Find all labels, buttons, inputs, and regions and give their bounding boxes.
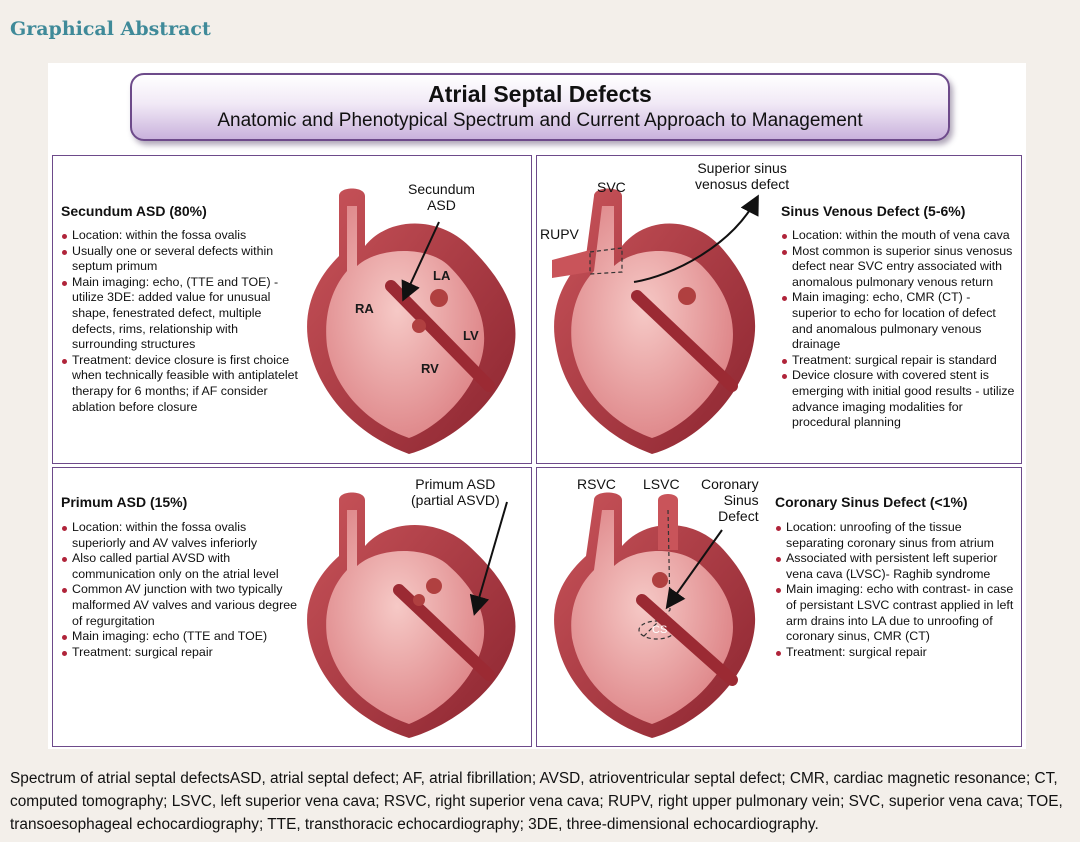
rupv-label: RUPV [540,226,579,242]
bullet-list [781,228,1017,431]
bullet-item: Device closure with covered stent is emerging with initial good results - utilize advance imaging modalities for procedural planning [781,368,1017,430]
bullet-item: Treatment: surgical repair is standard [781,353,1017,369]
panel-primum [52,467,532,747]
bullet-list [61,520,301,660]
panel-title: Secundum ASD (80%) [61,203,207,219]
bullet-item: Treatment: device closure is first choice when technically feasible with antiplatelet therapy for 6 months; if AF consider ablation before closure [61,353,301,415]
bullet-item: Main imaging: echo, (TTE and TOE) - utilize 3DE: added value for unusual shape, fenestrated defect, multiple defects, rims, relationship with surrounding structures [61,275,301,353]
banner-title: Atrial Septal Defects [428,81,652,107]
label-line: Superior sinus [697,160,787,176]
chamber-ra: RA [355,301,374,316]
bullet-item: Main imaging: echo, CMR (CT) - superior to echo for location of defect and anomalous pulmonary venous drainage [781,290,1017,352]
bullet-list [775,520,1015,660]
panel-title: Sinus Venous Defect (5-6%) [781,203,966,219]
heart-illustration [299,490,529,742]
chamber-lv: LV [463,328,479,343]
defect-label [695,160,789,192]
panel-sinus-venosus [536,155,1022,464]
label-line: Defect [718,508,759,524]
label-line: Coronary [701,476,759,492]
chamber-rv: RV [421,361,439,376]
label-line: Sinus [723,492,759,508]
lsvc-label: LSVC [643,476,680,492]
bullet-item: Main imaging: echo (TTE and TOE) [61,629,301,645]
bullet-item: Location: within the fossa ovalis [61,228,301,244]
defect-label [408,181,475,213]
cs-label: CS [652,624,668,636]
panel-title: Coronary Sinus Defect (<1%) [775,494,968,510]
bullet-list [61,228,301,415]
bullet-item: Treatment: surgical repair [61,645,301,661]
label-line: venosus defect [695,176,790,192]
label-line: ASD [427,197,456,213]
banner [130,73,950,141]
banner-subtitle: Anatomic and Phenotypical Spectrum and Current Approach to Management [217,110,863,131]
defect-label [701,476,759,524]
bullet-item: Treatment: surgical repair [775,645,1015,661]
bullet-item: Location: unroofing of the tissue separating coronary sinus from atrium [775,520,1015,551]
graphical-abstract-title: Graphical Abstract [10,18,211,40]
bullet-item: Most common is superior sinus venosus defect near SVC entry associated with anomalous pulmonary venous return [781,244,1017,291]
bullet-item: Also called partial AVSD with communication only on the atrial level [61,551,301,582]
figure [48,63,1026,749]
heart-illustration [299,186,529,458]
svc-label: SVC [597,179,626,195]
panel-secundum [52,155,532,464]
label-line: (partial ASVD) [411,492,500,508]
label-line: Secundum [408,181,475,197]
panel-title: Primum ASD (15%) [61,494,188,510]
bullet-item: Main imaging: echo with contrast- in case of persistant LSVC contrast applied in left arm drains into LA due to unroofing of coronary sinus, CMR (CT) [775,582,1015,644]
rsvc-label: RSVC [577,476,616,492]
bullet-item: Associated with persistent left superior vena cava (LVSC)- Raghib syndrome [775,551,1015,582]
defect-label [411,476,500,508]
bullet-item: Location: within the fossa ovalis superiorly and AV valves inferiorly [61,520,301,551]
heart-illustration [542,490,767,742]
chamber-la: LA [433,268,451,283]
figure-caption: Spectrum of atrial septal defectsASD, atrial septal defect; AF, atrial fibrillation; AVSD, atrioventricular septal defect; CMR, cardiac magnetic resonance; CT, computed tomography; LSVC, left superior vena cava; RSVC, right superior vena cava; RUPV, right upper pulmonary vein; SVC, superior vena cava; TOE, transoesophageal echocardiography; TTE, transthoracic echocardiography; 3DE, three-dimensional echocardiography. [10,770,1063,833]
panel-coronary-sinus [536,467,1022,747]
bullet-item: Common AV junction with two typically malformed AV valves and various degree of regurgitation [61,582,301,629]
bullet-item: Usually one or several defects within septum primum [61,244,301,275]
label-line: Primum ASD [415,476,496,492]
bullet-item: Location: within the mouth of vena cava [781,228,1017,244]
